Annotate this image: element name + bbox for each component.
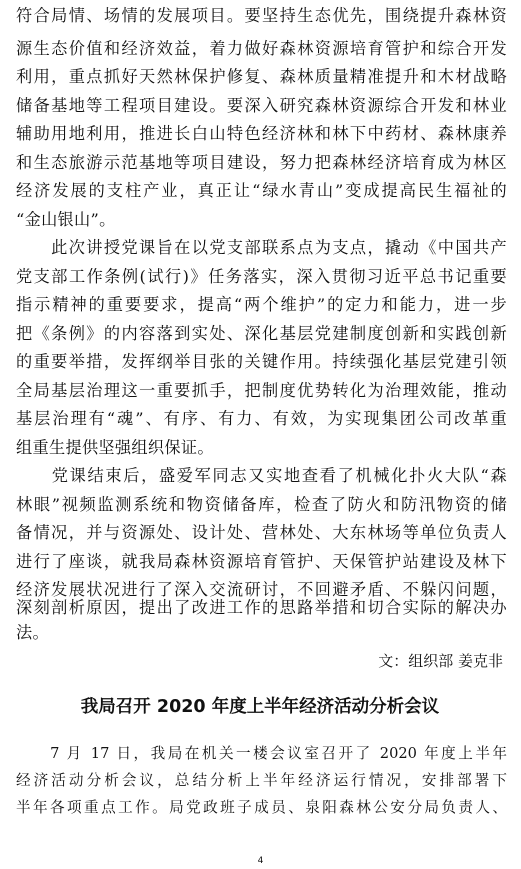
- text-line: 经济发展状况进行了深入交流研讨，不回避矛盾、不躲闪问题，: [16, 580, 507, 599]
- text-line: 的重要举措，发挥纲举目张的关键作用。持续强化基层党建引领: [16, 352, 507, 371]
- text-line: “金山银山”。: [16, 210, 116, 229]
- text-line: 7 月 17 日，我局在机关一楼会议室召开了 2020 年度上半年: [16, 745, 507, 762]
- text-line: 辅助用地利用，推进长白山特色经济林和林下中药材、森林康养: [16, 124, 507, 143]
- text-line: 进行了座谈，就我局森林资源培育管护、天保管护站建设及林下: [16, 552, 507, 571]
- text-line: 源生态价值和经济效益，着力做好森林资源培育管护和综合开发: [16, 39, 507, 58]
- text-line: 此次讲授党课旨在以党支部联系点为支点，撬动《中国共产: [16, 238, 507, 257]
- text-line: 和生态旅游示范基地等项目建设，努力把森林经济培育成为林区: [16, 153, 507, 172]
- text-line: 组重生提供坚强组织保证。: [16, 438, 214, 457]
- text-line: 全局基层治理这一重要抓手，把制度优势转化为治理效能，推动: [16, 381, 507, 400]
- text-line: 林眼”视频监测系统和物资储备库，检查了防火和防汛物资的储: [16, 495, 507, 514]
- text-line: 备情况，并与资源处、设计处、营林处、大东林场等单位负责人: [16, 523, 507, 542]
- text-line: 储备基地等工程项目建设。要深入研究森林资源综合开发和林业: [16, 96, 507, 115]
- text-line: 利用，重点抓好天然林保护修复、森林质量精准提升和木材战略: [16, 67, 507, 86]
- text-line: 基层治理有“魂”、有序、有力、有效，为实现集团公司改革重: [16, 409, 507, 428]
- text-line: 符合局情、场情的发展项目。要坚持生态优先，围绕提升森林资: [16, 6, 507, 25]
- text-line: 党课结束后，盛爱军同志又实地查看了机械化扑火大队“森: [16, 466, 507, 485]
- text-line: 指示精神的重要要求，提高“两个维护”的定力和能力，进一步: [16, 295, 507, 314]
- page-number: 4: [257, 856, 264, 866]
- text-line: 经济发展的支柱产业，真正让“绿水青山”变成提高民生福祉的: [16, 181, 507, 200]
- text-line: 法。: [16, 623, 49, 642]
- article-heading: 我局召开 2020 年度上半年经济活动分析会议: [80, 697, 440, 717]
- article-byline: 文：组织部 姜克非: [378, 652, 503, 670]
- text-line: 深刻剖析原因，提出了改进工作的思路举措和切合实际的解决办: [16, 598, 507, 617]
- text-line: 经济活动分析会议，总结分析上半年经济运行情况，安排部署下: [16, 772, 507, 789]
- text-line: 党支部工作条例(试行)》任务落实，深入贯彻习近平总书记重要: [16, 267, 507, 286]
- text-line: 把《条例》的内容落到实处、深化基层党建制度创新和实践创新: [16, 324, 507, 343]
- text-line: 半年各项重点工作。局党政班子成员、泉阳森林公安分局负责人、: [16, 799, 507, 816]
